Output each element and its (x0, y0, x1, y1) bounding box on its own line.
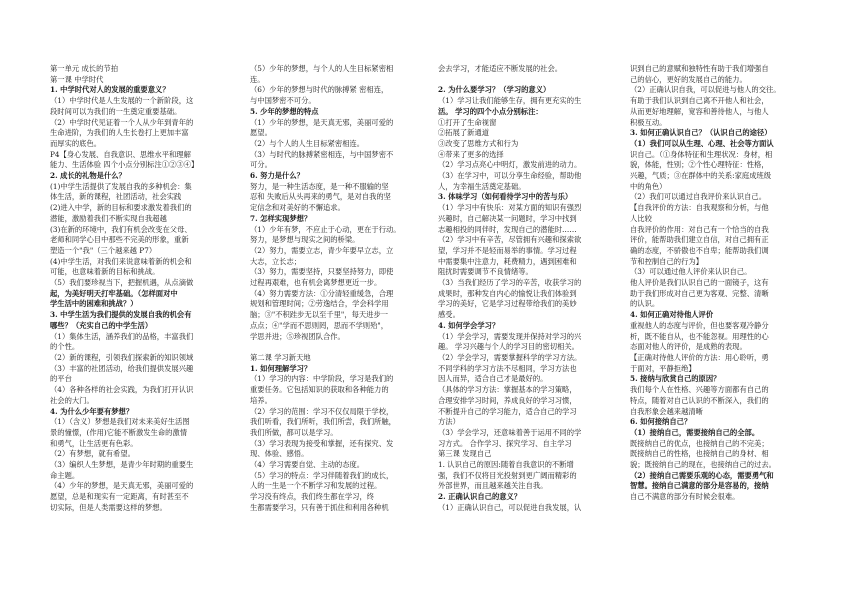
text-line: 不断提升自己的学习能力，适合自己的学习 (438, 406, 577, 416)
text-line: （3）与时代的脉搏紧密相连，与中国梦密不 (250, 149, 394, 159)
text-line: 重要任务。它包括知识的获取和各种能力的 (250, 385, 389, 395)
text-line: 段时间可以为我们的一生奠定重要基础。 (50, 106, 182, 116)
text-line: 阻扰时需要调节不良情绪等。 (438, 267, 533, 277)
text-line: 识自己。（①身体特征和生理状况：身材，相 (630, 149, 773, 159)
section-heading-line: （1）接纳自己，需要接纳自己的全部。 (630, 427, 760, 437)
section-heading-line: 3. 中学生活为我们提供的发展自我的机会有 (50, 310, 192, 320)
text-line: 第一单元 成长的节拍 (50, 64, 118, 73)
text-line: （2）我们可以通过自我评价来认识自己。 (630, 192, 766, 202)
text-line: 中的角色） (630, 181, 667, 191)
text-line: 有助于我们认识到自己离不开他人和社会， (630, 96, 769, 106)
text-line: ①打开了生命视窗 (438, 117, 497, 127)
text-line: （3）学习表现为接受和掌握，还有探究、发 (250, 438, 394, 448)
text-line: （4）各种各样的社会实践，为我们打开认识 (50, 385, 194, 395)
text-line: 特点，随着对自己认识的不断深入，我们的 (630, 395, 769, 405)
text-line: （2）学习的范围：学习不仅仅局限于学校， (250, 406, 394, 416)
text-line: 命主题。 (50, 470, 80, 480)
text-line: （4）少年的梦想，是天真无邪，美丽可爱的 (50, 481, 194, 491)
text-line: 过程再艰难，也有机会离梦想更近一步。 (250, 278, 382, 288)
text-line: 【自我评价的方法：自我观察和分析，与他 (630, 203, 769, 213)
text-line: 潜能，激励着我们不断实现自我超越 (50, 213, 167, 223)
section-heading-line: 智慧。接纳自己满意的部分是容易的，接纳 (630, 481, 769, 491)
text-line: 助于我们形成对自己更为客观、完整、清晰 (630, 288, 769, 298)
text-line: 态面对他人的评价，是成熟的表现。 (630, 342, 747, 352)
text-line: 既接纳自己的优点，也接纳自己的不完美； (630, 438, 769, 448)
text-line: 的平台 (50, 374, 72, 384)
text-line: 会去学习，才能适应不断发展的社会。 (438, 64, 563, 73)
text-line: 我们每个人在性格、兴趣等方面都有自己的 (630, 385, 769, 395)
section-heading-line: 4. 如何学会学习？ (438, 320, 500, 330)
text-line: 第二课 学习新天地 (250, 352, 311, 362)
text-line: （1）集体生活，涵养我们的品格，丰富我们 (50, 331, 194, 341)
text-line: 于面对，平静拒绝】 (630, 363, 696, 373)
text-line: 塑造一个"我"（三个越来越 P7） (50, 245, 157, 255)
text-line: （3）学会学习，还意味着善于运用不同的学 (438, 427, 582, 437)
text-line: 的认识。 (630, 299, 660, 309)
section-heading-line: 5. 少年的梦想的特点 (250, 106, 319, 116)
text-line: 【正确对待他人评价的方法：用心聆听，勇 (630, 352, 769, 362)
text-line: 学思并进；⑤珍视团队合作。 (250, 331, 345, 341)
text-line: 貌，体能，性别；②个性心理特征：性格， (630, 160, 769, 170)
text-line: （2）正确认识自我，可以促进与他人的交往。 (630, 85, 781, 95)
text-line: 和勇气，让生活更有色彩。 (50, 438, 138, 448)
section-heading-line: 学生活中的困难和挑战？） (50, 299, 138, 309)
text-line: 我们所做，都可以是学习。 (250, 427, 338, 437)
text-line: （3）在学习中，可以分享生命经验，帮助他 (438, 171, 582, 181)
text-line: 生命进阶，为我们的人生长卷打上更加丰富 (50, 128, 189, 138)
text-line: 忍和 失败后从头再来的勇气，是对自我的坚 (250, 192, 391, 202)
text-line: （2）学会学习，需要掌握科学的学习方法。 (438, 352, 582, 362)
text-line: 方法） (438, 417, 460, 427)
text-line: （1）学习让我们能够生存，拥有更充实的生 (438, 96, 582, 106)
text-line: 外部世界，而且越来越关注自我。 (438, 481, 548, 491)
text-line: （2）有梦想，就有希望。 (50, 449, 135, 459)
text-line: 学习的美好，它是学习过程带给我们的美妙 (438, 299, 577, 309)
text-line: （1）学会学习，需要发现并保持对学习的兴 (438, 331, 582, 341)
text-line: （2）学习中有辛苦，尽管拥有兴趣和探索欲 (438, 235, 582, 245)
text-line: 积极互动。 (630, 117, 667, 127)
text-line: 不同学科的学习方法不尽相同，学习方法也 (438, 363, 577, 373)
text-line (438, 75, 628, 86)
text-line: 现、体验、感悟。 (250, 449, 309, 459)
text-line: 志趣相投的同伴时，发现自己的潜能时…… (438, 224, 577, 234)
section-heading-line: 6. 如何接纳自己？ (630, 417, 692, 427)
text-line: 1. 认识自己的原因:随着自我意识的不断增 (438, 460, 574, 470)
section-heading-line: 2. 为什么要学习？（学习的意义） (438, 85, 551, 95)
text-line: （3）努力，需要坚持，只要坚持努力，即使 (250, 267, 394, 277)
text-line: 兴趣时，自己解决某一问题时，学习中找到 (438, 213, 577, 223)
text-line: 貌；既接纳自己的现在，也接纳自己的过去。 (630, 460, 776, 470)
text-line: 社会的大门。 (50, 395, 94, 405)
text-line: P4【身心发展、自我意识、思维水平和理解 (50, 149, 191, 159)
text-line: 定信念和对美好的不懈追求。 (250, 203, 345, 213)
section-heading-line: 4. 为什么少年要有梦想？ (50, 406, 134, 416)
text-line: 规划和管理时间；②劳逸结合，学会科学用 (250, 299, 389, 309)
text-line: （1）学习的内容：中学阶段，学习是我们的 (250, 374, 394, 384)
column-2 (250, 64, 440, 514)
text-line: （2）中学时代见证着一个人从少年到青年的 (50, 117, 194, 127)
text-line: 中需要集中注意力，耗费精力，遇到困难和 (438, 256, 577, 266)
text-line: 节和控制自己的行为】 (630, 256, 703, 266)
text-line: 既接纳自己的性格，也接纳自己的身材、相 (630, 449, 769, 459)
text-line: 人的一生是一个不断学习和发展的过程。 (250, 481, 382, 491)
text-line: 老师和同学心目中那些不完美的形象，重新 (50, 235, 189, 245)
text-line: 我们听看，我们所听，我们所尝，我们所触， (250, 417, 396, 427)
text-line: (3)在新的环境中，我们有机会改变在父母、 (50, 224, 192, 234)
text-line: 生都需要学习，只有善于抓住和利用各种机 (250, 502, 389, 512)
text-line: 点点；④"学而不思则罔，思而不学则殆"， (250, 320, 389, 330)
text-line: （1）少年的梦想，是天真无邪，美丽可爱的 (250, 117, 394, 127)
text-line: 可分。 (250, 160, 272, 170)
text-line: 己的信心，更好的发展自己的能力。 (630, 74, 747, 84)
text-line: (4)中学生活，对我们来说意味着新的机会和 (50, 256, 192, 266)
text-line: （3）丰富的社团活动，给我们提供发展兴趣 (50, 363, 194, 373)
text-line: （3）编织人生梦想，是青少年时期的重要生 (50, 460, 194, 470)
text-line: 从而更好地理解，宽容和善待他人，与他人 (630, 106, 769, 116)
text-line: （6）少年的梦想与时代的脉搏紧 密相连， (250, 85, 389, 95)
text-line: 习方式。 合作学习、探究学习、自主学习 (438, 438, 572, 448)
text-line: （4）努力需要方法：①分清轻重缓急，合理 (250, 288, 394, 298)
text-line: (2)进入中学，新的目标和要求激发着我们的 (50, 203, 192, 213)
text-line: 自我评价的作用：对自己有一个恰当的自我 (630, 224, 769, 234)
text-line (250, 342, 440, 353)
section-heading-line: （1）我们可以从生理、心理、社会等方面认 (630, 138, 774, 148)
text-line: (1)中学生活提供了发展自我的多种机会：集 (50, 181, 192, 191)
text-line: 的个性。 (50, 342, 80, 352)
text-line: （具体的学习方法：掌握基本的学习策略， (438, 385, 577, 395)
section-heading-line: 活。 学习的四个小点分别标注： (438, 106, 543, 116)
section-heading-line: 哪些？（充实自己的中学生活） (50, 320, 153, 330)
text-line: （2）学习点亮心中明灯，激发前进的动力。 (438, 160, 582, 170)
text-line: 因人而异，适合自己才是最好的。 (438, 374, 548, 384)
section-heading-line: 起，为美好明天打牢基础。（怎样面对中 (50, 288, 178, 298)
section-heading-line: 5. 接纳与欣赏自己的原因？ (630, 374, 721, 384)
text-line: （1）正确认识自己，可以促进自我发展，认 (438, 502, 582, 512)
text-line: 脑；③"不积跬步无以至千里"，每天进步一 (250, 310, 389, 320)
text-line: ②拓展了新通道 (438, 128, 490, 138)
section-heading-line: 7. 怎样实现梦想？ (250, 213, 312, 223)
text-line: 兴趣，气质；③在群体中的关系:家庭成班级 (630, 171, 772, 181)
section-heading-line: 2. 成长的礼物是什么？ (50, 171, 126, 181)
text-line: 析，既不能自从，也不能忽视。用理性的心 (630, 331, 769, 341)
text-line: 大志，立长志； (250, 256, 302, 266)
section-heading-line: 6. 努力是什么？ (250, 171, 304, 181)
text-line: 愿望。 (250, 128, 272, 138)
text-line: （5）我们要珍视当下，把握机遇，从点滴做 (50, 278, 194, 288)
section-heading-line: （2）接纳自己需要乐观的心态，需要勇气和 (630, 470, 774, 480)
text-line: （1）（含义）梦想是我们对未来美好生活图 (50, 417, 190, 427)
text-line: 感受。 (438, 310, 460, 320)
text-line: 重视他人的态度与评价，但也要客观冷静分 (630, 320, 769, 330)
section-heading-line: 1. 如何理解学习？ (250, 363, 312, 373)
text-line: 望，学习并不是轻而易举的事情。学习过程 (438, 245, 577, 255)
text-line: 确的态度，不骄傲也不自卑；能帮助我们调 (630, 245, 769, 255)
text-line: 与中国梦密不可分。 (250, 96, 316, 106)
text-line: （4）学习需要自觉、主动的态度。 (250, 460, 365, 470)
text-line: 他人评价是我们认识自己的一面镜子，这有 (630, 278, 769, 288)
text-line: 体生活，新的课程，社团活动，社会实践 (50, 192, 182, 202)
column-4 (630, 64, 820, 503)
text-line: 自我形象会越来越清晰 (630, 406, 703, 416)
text-line: 切实际，但是人类需要这样的梦想。 (50, 502, 167, 512)
text-line: 强，我们不仅将目光投射到更广阔而精彩的 (438, 470, 577, 480)
text-line: （5）少年的梦想，与个人的人生目标紧密相 (250, 64, 394, 73)
text-line: 而厚实的底色。 (50, 138, 102, 148)
text-line: 努力，是一种生活态度，是一种不服输的坚 (250, 181, 389, 191)
text-line: 自己不满意的部分有时候会很难。 (630, 492, 740, 502)
text-line: 愿望，总是和现实有一定距离，有时甚至不 (50, 492, 189, 502)
text-line: （3）可以通过他人评价来认识自己。 (630, 267, 752, 277)
text-line: （3）当我们经历了学习的辛苦，收获学习的 (438, 278, 582, 288)
text-line: （1）学习中有快乐：对某方面的知识有强烈 (438, 203, 582, 213)
text-line: 第一课 中学时代 (50, 74, 104, 84)
text-line: 可能，也意味着新的目标和挑战。 (50, 267, 160, 277)
text-line: 识到自己的意赋和独特性有助于我们增强自 (630, 64, 769, 73)
section-heading-line: 2. 正确认识自己的意义？ (438, 492, 522, 502)
text-line: （1）中学时代是人生发展的一个新阶段，这 (50, 96, 194, 106)
text-line: 第三课 发现自己 (438, 449, 492, 459)
text-line: 努力，是梦想与现实之间的桥梁。 (250, 235, 360, 245)
text-line: 学习没有终点，我们终生都在学习，终 (250, 492, 375, 502)
text-line: （5）学习的特点：学习伴随着我们的成长， (250, 470, 394, 480)
text-line: 人，为幸福生活奠定基础。 (438, 181, 526, 191)
text-line: ③改变了思维方式和行为 (438, 138, 519, 148)
section-heading-line: 3. 如何正确认识自己？（认识自己的途径） (630, 128, 772, 138)
text-line: 合理安排学习时间，养成良好的学习习惯， (438, 395, 577, 405)
text-line: 景的憧憬，(作用)它能不断激发生命的激情 (50, 427, 188, 437)
text-line: 人比较 (630, 213, 652, 223)
section-heading-line: 3. 体味学习（如何看待学习中的苦与乐） (438, 192, 573, 202)
text-line: （2）努力，需要立志，青少年要早立志，立 (250, 245, 394, 255)
text-line: （2）与个人的人生目标紧密相连。 (250, 138, 365, 148)
section-heading-line: 1. 中学时代对人的发展的重要意义？ (50, 85, 170, 95)
text-line: ④带来了更多的选择 (438, 149, 504, 159)
text-line: 趣。 学习兴趣与个人的学习目的密切相关。 (438, 342, 579, 352)
column-3 (438, 64, 628, 514)
text-line: （1）少年有梦，不应止于心动，更在于行动。 (250, 224, 401, 234)
text-line: （2）新的课程，引领我们探索新的知识领域 (50, 352, 194, 362)
text-line: 培养。 (250, 395, 272, 405)
section-heading-line: 4. 如何正确对待他人评价 (630, 310, 714, 320)
text-line: 评价，能帮助我们建立自信，对自己拥有正 (630, 235, 769, 245)
text-line: 能力、生活体验 四个小点分别标注①②③④】 (50, 160, 199, 170)
text-line: 成果时，那种发自内心的愉悦让我们体验到 (438, 288, 577, 298)
column-1 (50, 64, 240, 514)
text-line: 连。 (250, 74, 265, 84)
